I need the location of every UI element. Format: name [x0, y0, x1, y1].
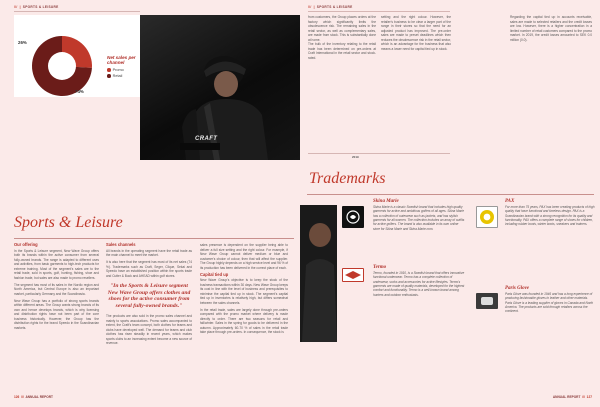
legend-item-retail [107, 74, 122, 78]
heading-sales-channels: Sales channels [106, 242, 136, 247]
paragraph: from customers, the Group places orders at the factory which significantly limits the obsolescence risk. The remaining sales in the retail sector, as well as complementary sales, are made from stock. This is substantially done at home. The bulk of the inventory relating to the retail trade has been determined on pre-orders at Craft International in the retail sector and stock-rated. [308, 15, 376, 60]
paragraph: The segment has most of its sales in the Nordic region and North America, but Central Europe is also an important market, particularly Germany and the Scandinavia. [14, 282, 99, 296]
right-page-number: 127 [586, 395, 592, 399]
athlete-illustration [140, 15, 300, 160]
heading-capital-tied-up: Capital tied up [200, 271, 229, 277]
termo-logo-mark [343, 270, 363, 280]
left-footer-label: ANNUAL REPORT [25, 395, 54, 399]
legend-label-promo: Promo [112, 68, 124, 72]
header-divider: | [313, 5, 315, 9]
paragraph: setting and the right colour. However, the retailer's business to be clear a larger part of the range in their stores so that the need for an adjusted product has improved. The pre-order sales are made to preset deadlines which then reduces the obsolescence risk in the retail sector, which is an advantage for the business that also means a lower need for capital tied up in stock. [381, 15, 451, 51]
header-section-label: SPORTS & LEISURE [22, 5, 59, 9]
left-page-number: 126 [14, 395, 20, 399]
pie-label-retail: 74% [75, 89, 84, 94]
heading-our-offering: Our offering [14, 242, 38, 247]
brand-description: Termo, founded in 1910, is a Swedish brand that offers innovative functional underwear. Termo has a complete collection of underwear, socks and accessories for active lifestyles. Termo's garments are made of quality materials, developed for the highest comfort and functionality. Termo is a well-known brand among hunters and outdoor enthusiasts. [373, 271, 465, 297]
left-page-header [14, 5, 59, 9]
brand-name: Skina Marie [373, 199, 399, 204]
header-page-marker: /// [308, 5, 312, 9]
right-page-header [308, 5, 353, 9]
craft-logo-text: CRAFT [195, 136, 218, 142]
header-divider: | [19, 5, 21, 9]
legend-label-retail: Retail [112, 74, 123, 78]
legend-swatch-retail [107, 74, 111, 78]
left-column-2 [106, 243, 192, 348]
pie-chart-panel [14, 15, 140, 97]
brand-name: Paris Glove [505, 286, 530, 291]
paragraph: New Wave Group has a portfolio of strong sports brands within different areas. The Group wants strong brands of its own and hence develops brands, which is why licensing and distribution rights have not been part of the core business historically. However, the Group has the distribution rights for the brand Speedo in the Scandinavian markets. [14, 298, 99, 330]
paragraph: All brands in the operating segment have the retail trade as the main channel to meet the market. [106, 248, 192, 257]
brand-name: PAX [505, 199, 515, 204]
header-rule [308, 11, 450, 12]
brand-pax [505, 200, 595, 227]
termo-logo [342, 268, 364, 282]
brand-description: Paris Glove was founded in 1946 and has a long experience of producing fashionable gloves in leather and other materials. Paris Glove is a leading supplier of gloves in Canada and North America. The products are sold through retailers across the continent. [505, 292, 594, 314]
paragraph: Regarding the capital tied up in accounts receivable, sales are made to selected retailers and the credit losses are low. However, there is a higher concentration in a limited number of retail customers compared to the promo market. In 2019, the credit losses amounted to SEK 0.0 million (0.0). [510, 15, 592, 42]
paragraph: In the Sports & Leisure segment, New Wave Group offers both its brands within the active consumer from several fully-owned brands. The range is adapted to different uses and activities, from basic garments to high-tech products for extreme training. Most of the segment's sales are to the retail trade, sold in sports, golf, hunting, fishing, shoe and fashion trade, but sales are also made to promo resellers. [14, 248, 99, 280]
pax-logo [476, 206, 498, 228]
footer-divider: /// [582, 395, 585, 399]
pie-label-promo: 26% [18, 40, 27, 45]
year-rule [308, 153, 450, 154]
right-top-column-2 [381, 15, 451, 54]
athlete-photo [140, 15, 300, 160]
paris-glove-logo [476, 293, 498, 309]
brand-skina-marie [373, 200, 465, 231]
right-page [300, 0, 600, 407]
brand-description: For more than 75 years, PAX has been creating products of high quality that have functional and timeless design. PAX is a Scandinavian brand with a strong recognition for its quality and functionality. PAX offers a complete range of shoes for children, including rubber boots, winter boots, sneakers and trainers. [505, 205, 595, 227]
footer-divider: /// [21, 395, 24, 399]
pie-chart [30, 34, 94, 98]
header-page-marker: /// [14, 5, 18, 9]
brand-name: Termo [373, 265, 387, 270]
pax-logo-mark [478, 208, 496, 226]
paris-glove-logo-mark [478, 295, 496, 307]
paragraph: sales presence is dependent on the supplier being able to deliver a full size setting and the right colour. For example, if New Wave Group cannot deliver medium or blue and customer's choice of colour, then that will affect the supplier. The Group highly depends on a high service level and 96 % of its production has been delivered in the correct place of each. [200, 243, 288, 270]
right-top-column-3 [510, 15, 592, 45]
legend-swatch-promo [107, 68, 111, 72]
header-rule [14, 11, 140, 12]
left-footer [14, 395, 53, 399]
brand-paris-glove [505, 287, 595, 314]
athlete-side-illustration [300, 205, 337, 342]
right-footer [553, 395, 592, 399]
trademarks-rule [307, 194, 594, 195]
left-column-3 [200, 243, 288, 337]
right-top-column-1 [308, 15, 376, 63]
section-title: Sports & Leisure [14, 214, 123, 231]
brand-description: Skina Marie is a classic Swedish brand that includes high quality garments for active and ambitious golfers of all ages. Skina Marie has a collection of outerwear such as jackets, and has stylish garments for all women. The collection includes an array of outfits for active golfers. The brand is also available in its own online store for Skina Marie and Skina-Marie.com. [373, 205, 465, 231]
athlete-side-photo [300, 205, 337, 342]
paragraph: The products are also sold in the promo sales channel and mainly to sports associations. Promo sales accompanied to extent, the Craft's team concept, both clothes for teams and clubs have developed well. The demand for teams and club clothes has risen steadily in recent years, which makes sports clubs to an increasing extent become a new source of revenue. [106, 314, 192, 346]
pull-quote: "In the Sports & Leisure segment New Wave Group offers clothes and shoes for the active consumer from several fully-owned brands." [107, 283, 191, 309]
paragraph: New Wave Group's objective is to keep the stock of the business transactions within 30 days. New Wave Group keeps its cost in line with the level of business and prerequisites to minimise the capital tied up in stock. The segment's capital tied up in inventories is relatively high, but differs somewhat between the sales channels. [200, 278, 288, 305]
year-label: 2019 [352, 155, 359, 159]
brand-termo [373, 266, 465, 297]
header-section-label: SPORTS & LEISURE [316, 5, 353, 9]
skina-marie-logo [342, 206, 364, 228]
legend-item-promo [107, 68, 124, 72]
skina-marie-logo-mark [345, 209, 361, 225]
section-rule [14, 238, 294, 239]
paragraph: In the retail trade, sales are largely done through pre-orders compared with the promo market where delivery is made directly to order. There are two seasons for retail and fall/winter. Sales in the spring for goods to be delivered in the autumn. Approximately 60-70 % of sales in the retail trade take place through pre-orders. In consequence, the stock is [200, 307, 288, 334]
trademarks-title: Trademarks [309, 170, 386, 187]
paragraph: It is also here that the segment has most of its net sales (74 %). Trademarks such as Craft, Seger, Clique, Sekai and Speedo have an established position within the sports trade and Cutter & Buck and AHEAD within golf stores. [106, 260, 192, 278]
right-footer-label: ANNUAL REPORT [552, 395, 581, 399]
pie-chart-title: Net sales per channel [107, 55, 136, 66]
left-column-1 [14, 243, 99, 333]
pie-center-hole [48, 52, 76, 80]
